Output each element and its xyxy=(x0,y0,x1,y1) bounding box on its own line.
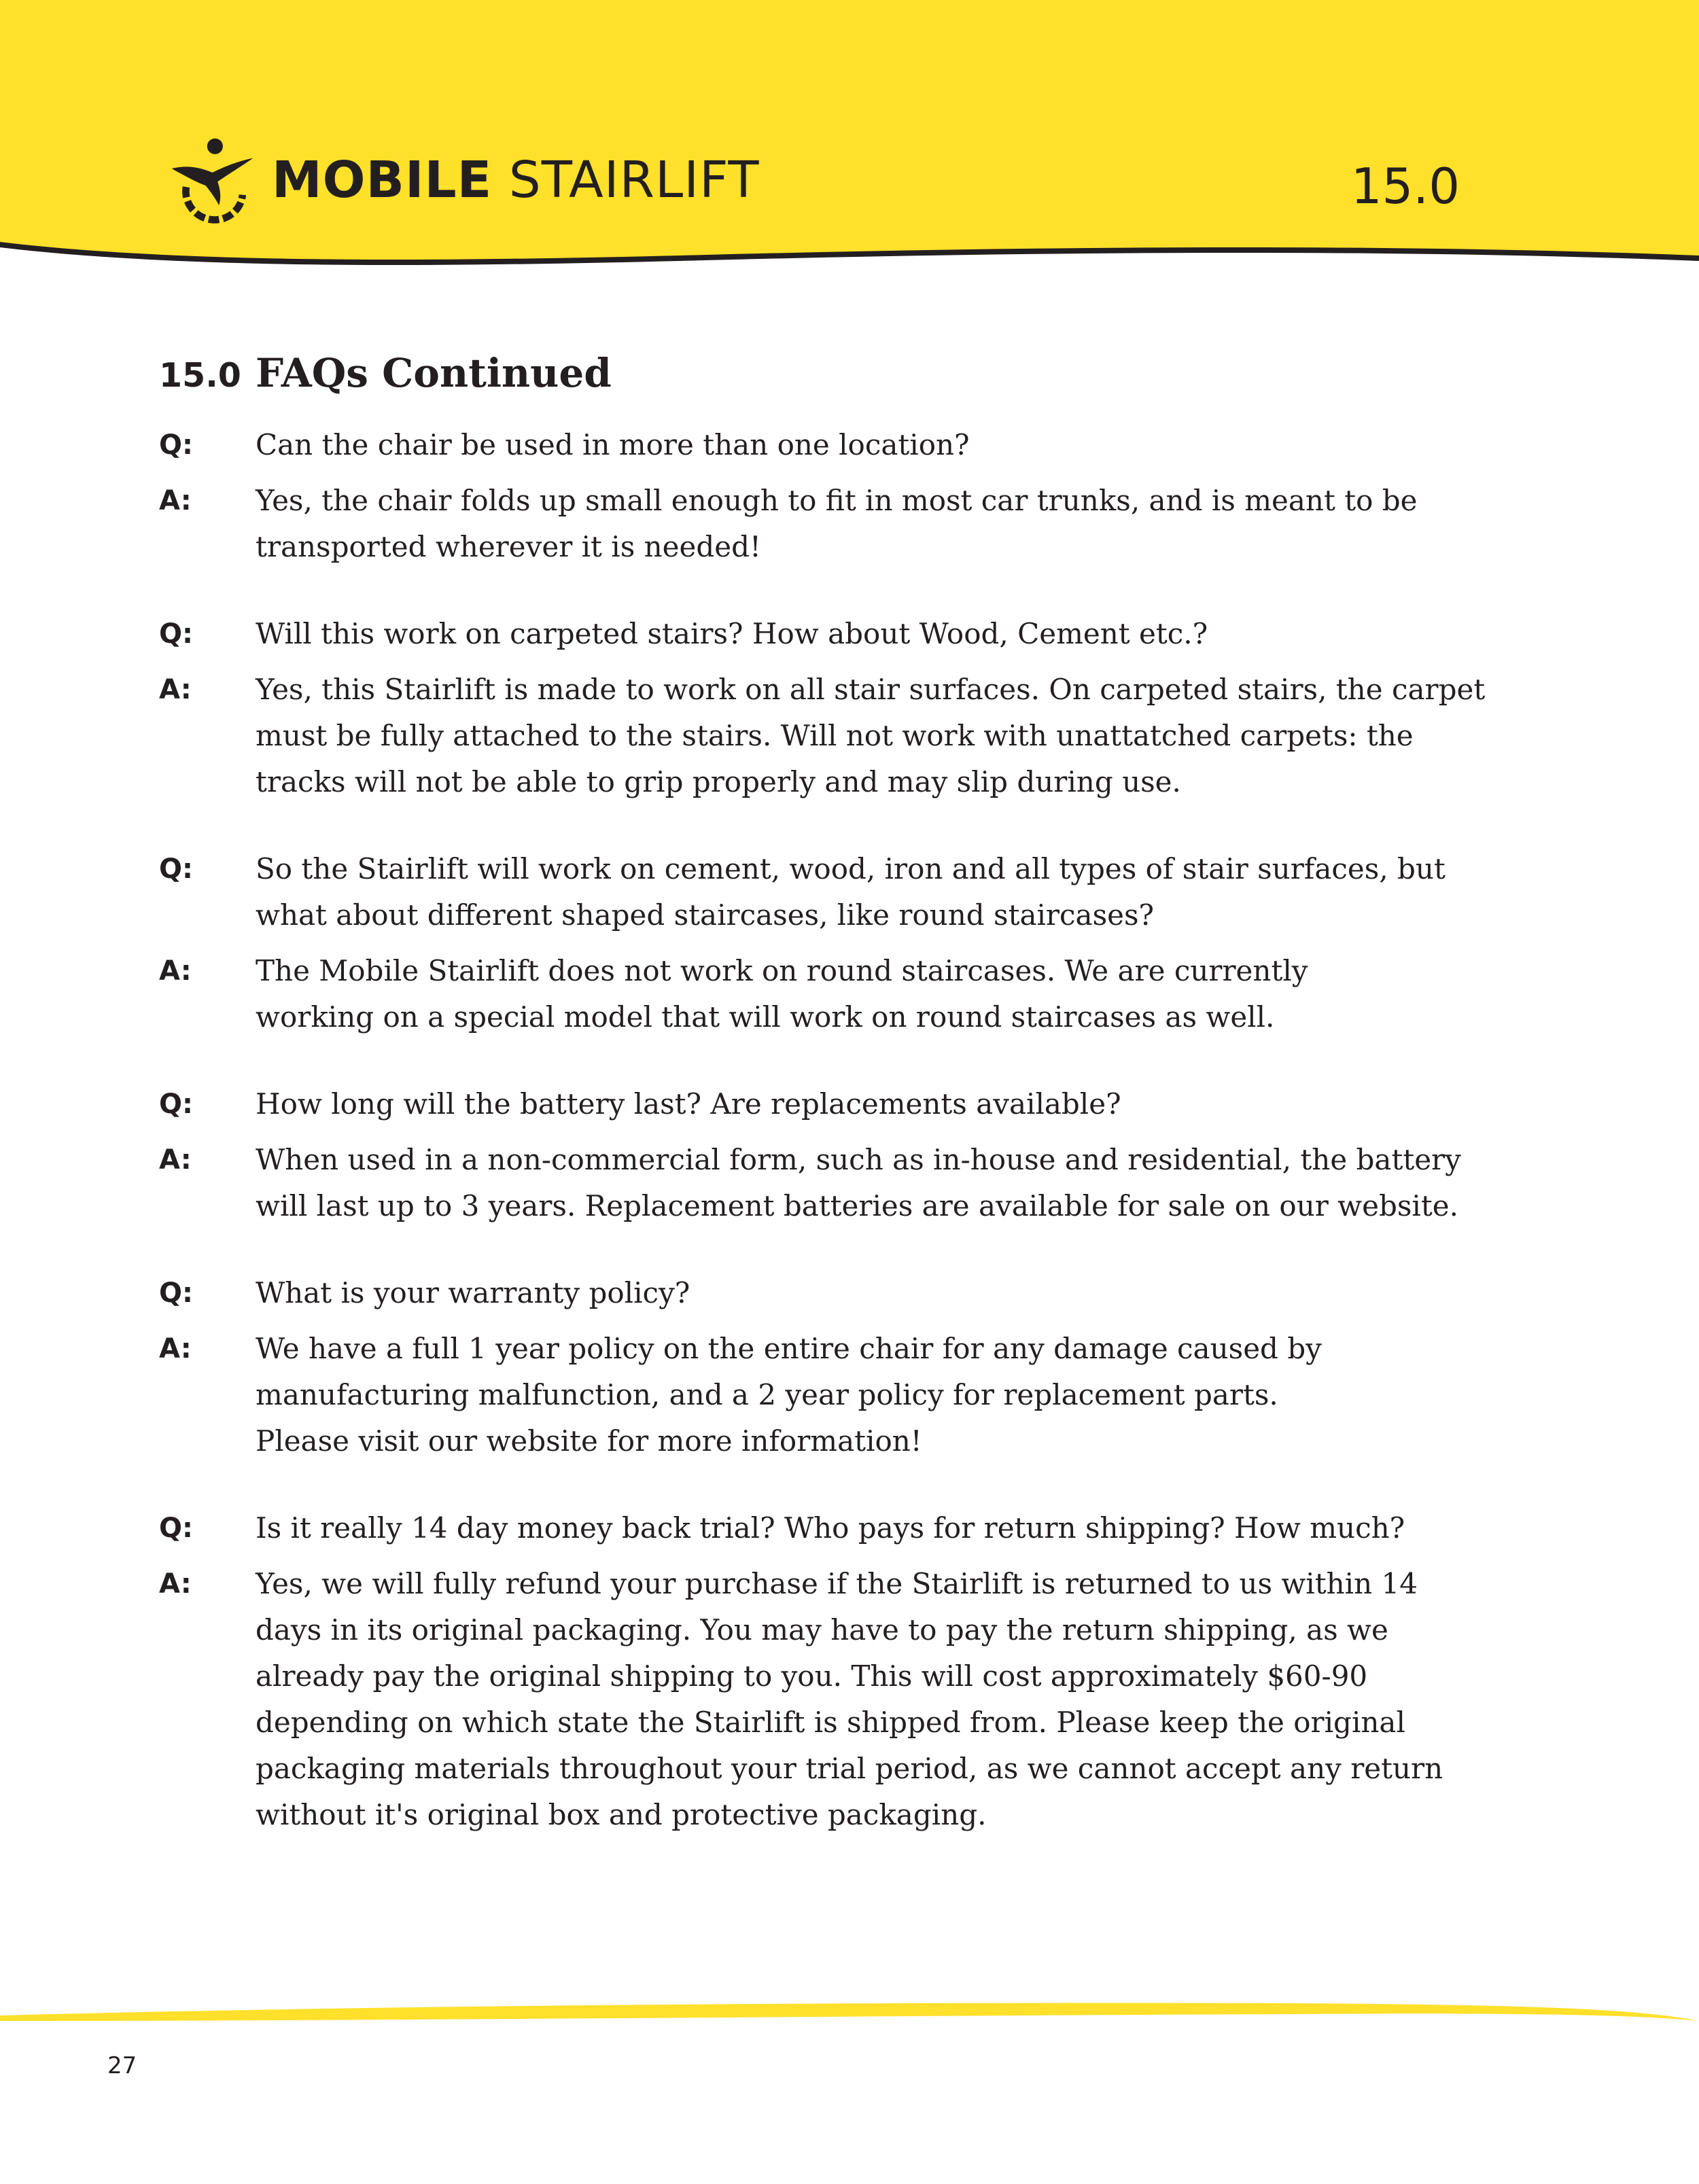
answer-label: A: xyxy=(159,485,192,516)
faq-question xyxy=(159,846,1579,938)
faq-question xyxy=(159,1270,1579,1316)
question-label: Q: xyxy=(159,853,193,885)
footer-swoosh xyxy=(0,1998,1699,2039)
person-wheel-logo-icon xyxy=(167,135,258,226)
question-label: Q: xyxy=(159,1089,193,1120)
section-number: 15.0 xyxy=(159,356,241,395)
answer-label: A: xyxy=(159,674,192,705)
answer-text: Yes, this Stairlift is made to work on all stair surfaces. On carpeted stairs, the carpet must be fully attached to the stairs. Will not work with unattatched carpets: the tracks will not be able to grip properly and may slip during use. xyxy=(256,673,1486,798)
question-label: Q: xyxy=(159,1278,193,1309)
question-text: How long will the battery last? Are replacements available? xyxy=(256,1087,1121,1121)
faq-item xyxy=(159,1081,1579,1229)
question-label: Q: xyxy=(159,429,193,461)
answer-text: We have a full 1 year policy on the entire chair for any damage caused by manufacturing malfunction, and a 2 year policy for replacement parts. Please visit our website for more information! xyxy=(256,1332,1322,1458)
brand-logo xyxy=(167,133,760,228)
section-title: FAQs Continued xyxy=(256,350,612,396)
faq-item xyxy=(159,611,1579,805)
faq-question xyxy=(159,422,1579,468)
answer-text: Yes, the chair folds up small enough to fit in most car trunks, and is meant to be transported wherever it is needed! xyxy=(256,484,1418,563)
faq-question xyxy=(159,1081,1579,1127)
answer-label: A: xyxy=(159,1144,192,1176)
faq-question xyxy=(159,611,1579,657)
answer-label: A: xyxy=(159,955,192,987)
question-text: So the Stairlift will work on cement, wood, iron and all types of stair surfaces, but what about different shaped staircases, like round staircases? xyxy=(256,852,1446,932)
answer-label: A: xyxy=(159,1568,192,1600)
faq-content xyxy=(159,350,1579,1879)
page-number: 27 xyxy=(107,2052,137,2079)
faq-answer xyxy=(159,1326,1579,1464)
answer-text: When used in a non-commercial form, such as in-house and residential, the battery will last up to 3 years. Replacement batteries are available for sale on our website. xyxy=(256,1143,1461,1222)
question-text: What is your warranty policy? xyxy=(256,1276,690,1309)
question-label: Q: xyxy=(159,1513,193,1544)
faq-answer xyxy=(159,478,1579,570)
faq-question xyxy=(159,1505,1579,1551)
answer-label: A: xyxy=(159,1333,192,1364)
page-title xyxy=(159,350,1579,396)
faq-item xyxy=(159,1270,1579,1464)
question-text: Can the chair be used in more than one location? xyxy=(256,428,970,461)
faq-answer xyxy=(159,667,1579,805)
question-text: Is it really 14 day money back trial? Who pays for return shipping? How much? xyxy=(256,1511,1405,1545)
answer-text: The Mobile Stairlift does not work on round staircases. We are currently working on a special model that will work on round staircases as well. xyxy=(256,954,1308,1034)
brand-name-bold: MOBILE xyxy=(272,151,493,209)
brand-name-light: STAIRLIFT xyxy=(508,151,760,209)
question-label: Q: xyxy=(159,618,193,650)
faq-answer xyxy=(159,948,1579,1040)
faq-answer xyxy=(159,1137,1579,1229)
question-text: Will this work on carpeted stairs? How about Wood, Cement etc.? xyxy=(256,617,1208,650)
faq-item xyxy=(159,422,1579,570)
answer-text: Yes, we will fully refund your purchase if the Stairlift is returned to us within 14 days in its original packaging. You may have to pay the return shipping, as we already pay the original shipping to you. This will cost approximately $60-90 depending on which state the Stairlift is shipped from. Please keep the original packaging materials throughout your trial period, as we cannot accept any return without it's original box and protective packaging. xyxy=(256,1567,1443,1831)
faq-item xyxy=(159,846,1579,1040)
brand-wordmark xyxy=(272,151,760,209)
faq-answer xyxy=(159,1561,1579,1838)
faq-item xyxy=(159,1505,1579,1838)
header-section-number: 15.0 xyxy=(1350,158,1460,215)
